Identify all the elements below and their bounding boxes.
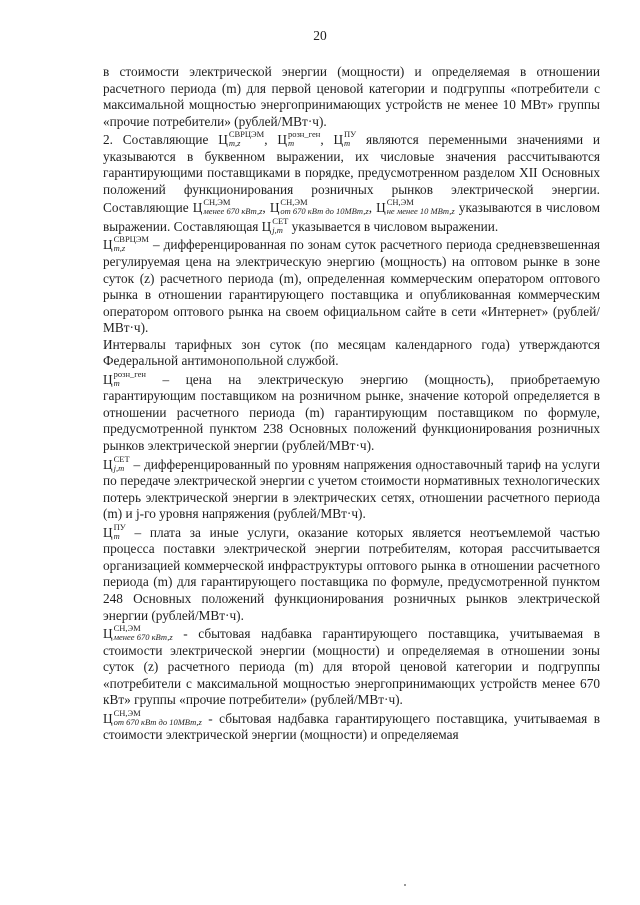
paragraph-8	[103, 624, 600, 709]
symbol-superscript: СН,ЭМ	[386, 197, 414, 208]
comma: ,	[264, 132, 278, 148]
symbol-superscript: СЕТ	[272, 215, 289, 226]
symbol-c-pu	[333, 129, 357, 149]
symbol-c-sn-670-10	[103, 707, 202, 727]
paragraph-6	[103, 455, 600, 523]
document-body	[103, 64, 600, 744]
paragraph-9	[103, 709, 600, 744]
symbol-superscript: СВРЦЭМ	[228, 129, 265, 140]
paragraph-6-text: – дифференцированный по уровням напряжения одноставочный тариф на услуги по передаче электрической энергии с учетом стоимости нормативных технологических потерь электрической энергии в электрических сетях, отношении расчетного периода (m) и j-го уровня напряжения (рублей/МВт·ч).	[103, 456, 600, 522]
symbol-base: Ц	[103, 524, 113, 540]
scan-speck	[404, 884, 406, 886]
paragraph-4: Интервалы тарифных зон суток (по месяцам календарного года) утверждаются Федеральной антимонопольной службой.	[103, 336, 600, 369]
symbol-subscript: j,m	[272, 224, 283, 235]
symbol-subscript: j,m	[113, 462, 125, 473]
symbol-superscript: СЕТ	[113, 453, 130, 464]
symbol-superscript: розн_ген	[113, 368, 146, 379]
paragraph-1: в стоимости электрической энергии (мощности) и определяемая в отношении расчетного периода (m) для первой ценовой категории и подгруппы «потребители с максимальной мощностью энергопринимающих устройств не менее 10 МВт» группы «прочие потребители» (рублей/МВт·ч).	[103, 64, 600, 129]
paragraph-5	[103, 370, 600, 455]
symbol-base: Ц	[376, 200, 386, 216]
symbol-c-svrcem	[103, 234, 149, 254]
symbol-subscript: от 670 кВт до 10МВт,z	[280, 206, 369, 217]
symbol-base: Ц	[261, 218, 272, 234]
symbol-base: Ц	[218, 132, 228, 148]
symbol-superscript: СВРЦЭМ	[113, 234, 149, 245]
symbol-c-rozn-gen	[103, 368, 146, 388]
symbol-base: Ц	[103, 371, 113, 387]
paragraph-2	[103, 130, 600, 235]
symbol-subscript: не менее 10 МВт,z	[386, 206, 455, 217]
symbol-base: Ц	[277, 132, 287, 148]
paragraph-2-text-d: указывается в числовом выражении.	[288, 218, 499, 234]
symbol-superscript: СН,ЭМ	[280, 197, 308, 208]
symbol-subscript: m	[113, 530, 120, 541]
symbol-base: Ц	[333, 132, 344, 148]
symbol-c-svrcem	[218, 129, 265, 149]
symbol-subscript: m	[344, 138, 351, 149]
symbol-subscript: менее 670 кВт,z	[203, 206, 263, 217]
paragraph-2-text-a: 2. Составляющие	[103, 132, 219, 148]
paragraph-7	[103, 523, 600, 624]
paragraph-9-text: - сбытовая надбавка гарантирующего поставщика, учитываемая в стоимости электрической энергии (мощности) и определяемая	[103, 710, 600, 743]
paragraph-2-text-c: указываются в числовом выражении. Составляющая	[103, 200, 600, 234]
symbol-superscript: СН,ЭМ	[203, 197, 231, 208]
symbol-subscript: m	[287, 138, 295, 149]
symbol-superscript: СН,ЭМ	[113, 623, 141, 634]
symbol-c-rozn-gen	[277, 129, 321, 149]
symbol-c-pu	[103, 521, 126, 541]
symbol-base: Ц	[269, 200, 280, 216]
symbol-c-set	[261, 215, 289, 235]
symbol-subscript: m	[113, 377, 120, 388]
symbol-subscript: от 670 кВт до 10МВт,z	[113, 716, 202, 727]
symbol-c-sn-670	[192, 197, 263, 217]
symbol-superscript: ПУ	[344, 129, 357, 140]
paragraph-8-text: - сбытовая надбавка гарантирующего поставщика, учитываемая в стоимости электрической энергии (мощности) и определяемая в отношении зоны суток (z) расчетного периода (m) для второй ценовой категории и подгруппы «потребители с максимальной мощностью энергопринимающих устройств менее 670 кВт» группы «прочие потребители» (рублей/МВт·ч).	[103, 626, 600, 708]
symbol-subscript: m,z	[113, 243, 126, 254]
paragraph-3	[103, 235, 600, 336]
symbol-c-sn-670	[103, 623, 173, 643]
symbol-c-set	[103, 453, 130, 473]
symbol-superscript: СН,ЭМ	[113, 707, 141, 718]
page-number: 20	[313, 28, 327, 43]
symbol-c-sn-10	[376, 197, 455, 217]
comma: ,	[368, 200, 377, 216]
symbol-base: Ц	[103, 237, 113, 253]
comma: ,	[320, 132, 334, 148]
symbol-subscript: m,z	[228, 138, 241, 149]
symbol-base: Ц	[103, 710, 113, 726]
symbol-base: Ц	[103, 456, 113, 472]
paragraph-5-text: – цена на электрическую энергию (мощность), приобретаемую гарантирующим поставщиком на розничном рынке, значение которой определяется в отношении расчетного периода (m) гарантирующим поставщиком по формуле, предусмотренной пунктом 238 Основных положений функционирования розничных рынков электрической энергии (рублей/МВт·ч).	[103, 371, 600, 454]
comma: ,	[262, 200, 270, 216]
symbol-base: Ц	[103, 626, 113, 642]
paragraph-7-text: – плата за иные услуги, оказание которых является неотъемлемой частью процесса поставки электрической энергии потребителям, которая рассчитывается организацией коммерческой инфраструктуры оптового рынка в отношении расчетного периода (m) для гарантирующего поставщика по формуле, предусмотренной пунктом 248 Основных положений функционирования розничных рынков электрической энергии (рублей/МВт·ч).	[103, 524, 600, 623]
symbol-subscript: менее 670 кВт,z	[113, 632, 173, 643]
paragraph-3-text: – дифференцированная по зонам суток расчетного периода средневзвешенная регулируемая цена на электрическую энергию (мощность) на оптовом рынке в зоне суток (z) расчетного периода (m), определенная коммерческим оператором оптового рынка в отношении гарантирующего поставщика и опубликованная коммерческим оператором оптового рынка на своем официальном сайте в сети «Интернет» (рублей/МВт·ч).	[103, 237, 600, 336]
symbol-superscript: розн_ген	[287, 129, 321, 140]
symbol-superscript: ПУ	[113, 521, 126, 532]
paragraph-2-text-b: являются переменными значениями и указываются в буквенном выражении, их числовые значения рассчитываются гарантирующими поставщиками в порядке, предусмотренном разделом XII Основных положений функционирования розничных рынков электрической энергии. Составляющие	[103, 132, 601, 216]
symbol-c-sn-670-10	[269, 197, 369, 217]
symbol-base: Ц	[192, 200, 203, 216]
